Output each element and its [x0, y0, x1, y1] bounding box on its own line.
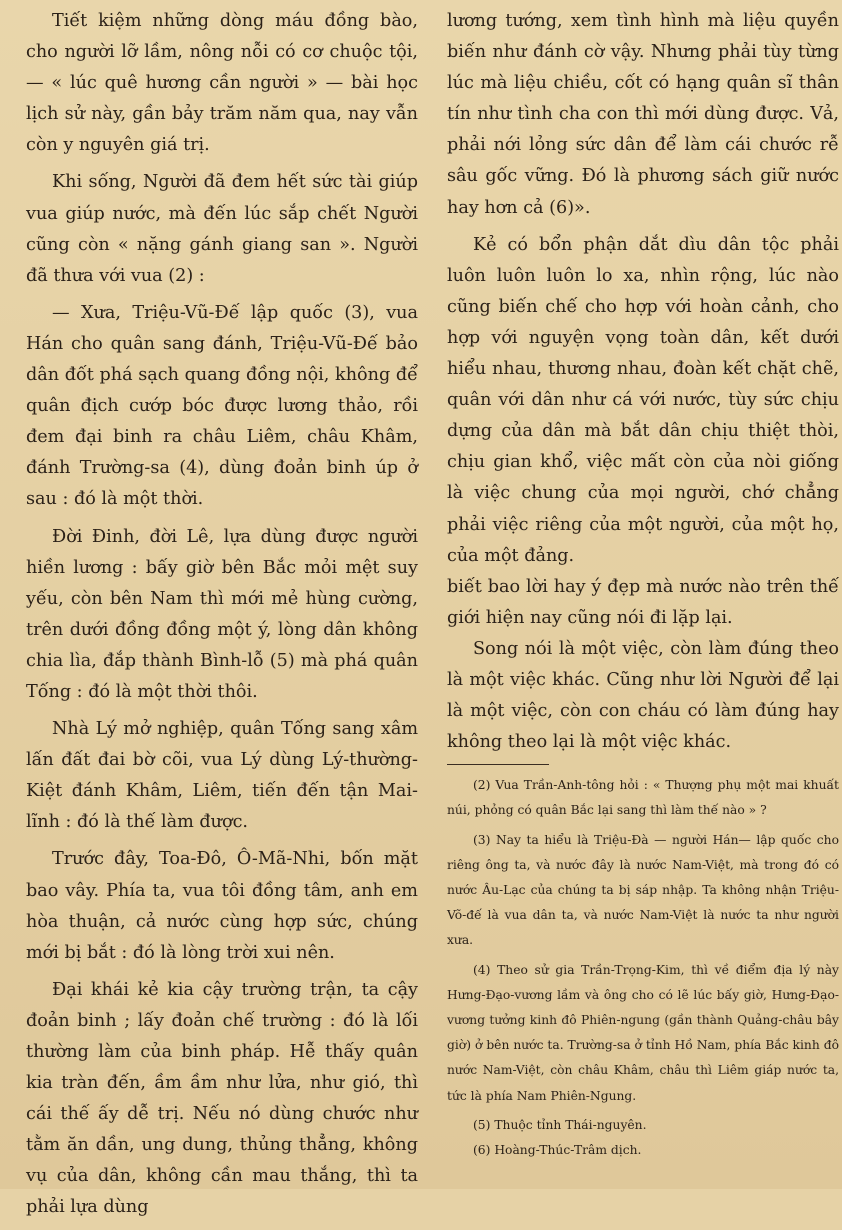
- right-column: [447, 6, 839, 1163]
- footnote-divider: [447, 764, 549, 765]
- paragraph: Trước đây, Toa-Đô, Ô-Mã-Nhi, bốn mặt bao vây. Phía ta, vua tôi đồng tâm, anh em hòa thuận, cả nước cùng hợp sức, chúng mới bị bắt : đó là lòng trời xui nên.: [26, 849, 418, 963]
- footnotes: [447, 773, 839, 1163]
- left-column: [26, 6, 418, 1230]
- footnote: (3) Nay ta hiểu là Triệu-Đà — người Hán— lập quốc cho riêng ông ta, và nước đây là nước Nam-Việt, mà trong đó có nước Âu-Lạc của chúng ta bị sáp nhập. Ta không nhận Triệu-Võ-đế là vua dân ta, và nước Nam-Việt là nước ta như người xưa.: [447, 832, 839, 948]
- paragraph: biết bao lời hay ý đẹp mà nước nào trên thế giới hiện nay cũng nói đi lặp lại.: [447, 576, 839, 628]
- paragraph: Song nói là một việc, còn làm đúng theo là một việc khác. Cũng như lời Người để lại là một việc, còn con cháu có làm đúng hay không theo lại là một việc khác.: [447, 638, 839, 753]
- paragraph: Tiết kiệm những dòng máu đồng bào, cho người lỡ lầm, nông nỗi có cơ chuộc tội, — « lúc quê hương cần người » — bài học lịch sử này, gần bảy trăm năm qua, nay vẫn còn y nguyên giá trị.: [26, 11, 418, 156]
- footnote: (6) Hoàng-Thúc-Trâm dịch.: [473, 1143, 642, 1158]
- paragraph: — Xưa, Triệu-Vũ-Đế lập quốc (3), vua Hán cho quân sang đánh, Triệu-Vũ-Đế bảo dân đốt phá sạch quang đồng nội, không để quân địch cướp bóc được lương thảo, rồi đem đại binh ra châu Liêm, châu Khâm, đánh Trường-sa (4), dùng đoản binh úp ở sau : đó là một thời.: [26, 302, 418, 510]
- footnote: (5) Thuộc tỉnh Thái-nguyên.: [473, 1117, 647, 1132]
- footnote: (4) Theo sử gia Trần-Trọng-Kim, thì về điểm địa lý này Hưng-Đạo-vương lầm và ông cho có lẽ lúc bấy giờ, Hưng-Đạo-vương tưởng kinh đô Phiên-ngung (gần thành Quảng-châu bây giờ) ở bên nước ta. Trường-sa ở tỉnh Hồ Nam, phía Bắc kinh đô nước Nam-Việt, còn châu Khâm, châu thì Liêm giáp nước ta, tức là phía Nam Phiên-Ngung.: [447, 962, 839, 1103]
- paragraph: lương tướng, xem tình hình mà liệu quyền biến như đánh cờ vậy. Nhưng phải tùy từng lúc mà liệu chiều, cốt có hạng quân sĩ thân tín như tình cha con thì mới dùng được. Vả, phải nới lỏng sức dân để làm cái chước rễ sâu gốc vững. Đó là phương sách giữ nước hay hơn cả (6)».: [447, 11, 839, 218]
- paragraph: Kẻ có bổn phận dắt dìu dân tộc phải luôn luôn luôn lo xa, nhìn rộng, lúc nào cũng biến chế cho hợp với hoàn cảnh, cho hợp với nguyện vọng toàn dân, kết dưới hiểu nhau, thương nhau, đoàn kết chặt chẽ, quân với dân như cá với nước, tùy sức chịu dựng của dân mà bắt dân chịu thiệt thòi, chịu gian khổ, việc mất còn của nòi giống là việc chung của mọi người, chớ chẳng phải việc riêng của một người, của một họ, của một đảng.: [447, 234, 839, 566]
- footnote: (2) Vua Trần-Anh-tông hỏi : « Thượng phụ một mai khuất núi, phỏng có quân Bắc lại sang thì làm thế nào » ?: [447, 778, 839, 818]
- paragraph: Đại khái kẻ kia cậy trường trận, ta cậy đoản binh ; lấy đoản chế trường : đó là lối thường làm của binh pháp. Hễ thấy quân kia tràn đến, ầm ầm như lửa, như gió, thì cái thế ấy dễ trị. Nếu nó dùng chước như tằm ăn dần, ung dung, thủng thẳng, không vụ của dân, không cần mau thắng, thì ta phải lựa dùng: [26, 979, 418, 1218]
- paragraph: Đời Đinh, đời Lê, lựa dùng được người hiền lương : bấy giờ bên Bắc mỏi mệt suy yếu, còn bên Nam thì mới mẻ hùng cường, trên dưới đồng đồng một ý, lòng dân không chia lìa, đắp thành Bình-lỗ (5) mà phá quân Tống : đó là một thời thôi.: [26, 526, 418, 702]
- paragraph: Khi sống, Người đã đem hết sức tài giúp vua giúp nước, mà đến lúc sắp chết Người cũng còn « nặng gánh giang san ». Người đã thưa với vua (2) :: [26, 172, 418, 286]
- paragraph: Nhà Lý mở nghiệp, quân Tống sang xâm lấn đất đai bờ cõi, vua Lý dùng Lý-thường-Kiệt đánh Khâm, Liêm, tiến đến tận Mai-lĩnh : đó là thế làm được.: [26, 719, 418, 833]
